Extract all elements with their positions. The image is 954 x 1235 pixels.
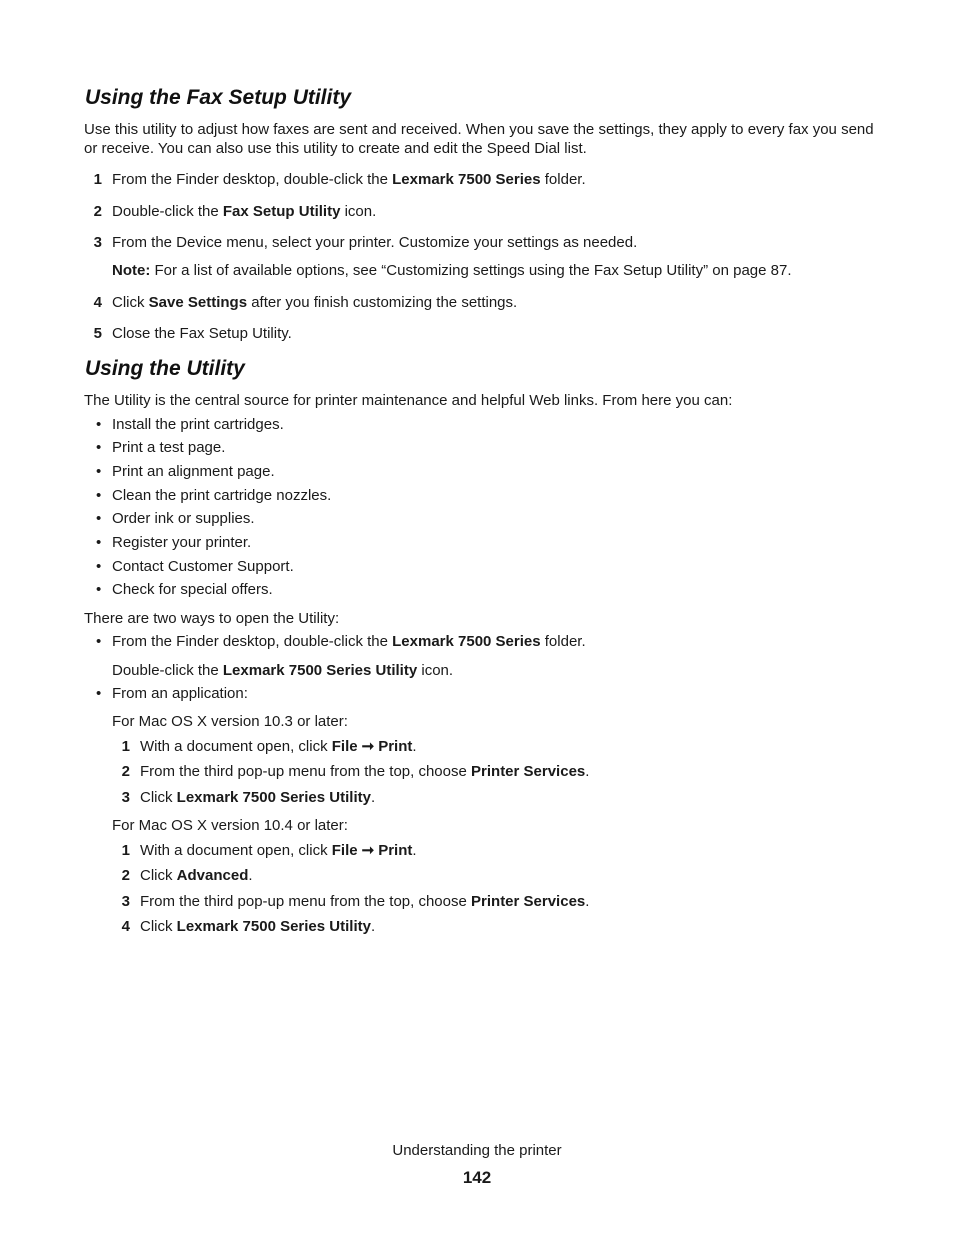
- step-number: 3: [121, 789, 130, 806]
- bullet-icon: •: [96, 534, 102, 551]
- step-text: Click Lexmark 7500 Series Utility.: [140, 789, 376, 806]
- arrow-right-icon: ➞: [361, 842, 375, 859]
- step-number: 2: [121, 763, 130, 780]
- bullet-icon: •: [96, 633, 102, 650]
- section-title-using-the-utility: Using the Utility: [85, 357, 245, 380]
- step-text: From the third pop-up menu from the top, choose Printer Services.: [140, 893, 590, 910]
- step-text: Click Advanced.: [140, 867, 253, 884]
- step-text: From the Device menu, select your printer. Customize your settings as needed.: [112, 234, 638, 251]
- list-item: Clean the print cartridge nozzles.: [112, 487, 332, 504]
- list-item: Check for special offers.: [112, 581, 273, 598]
- bullet-icon: •: [96, 581, 102, 598]
- step-text: Click Save Settings after you finish customizing the settings.: [112, 294, 518, 311]
- bullet-icon: •: [96, 463, 102, 480]
- list-item: From the Finder desktop, double-click the Lexmark 7500 Series folder.: [112, 633, 586, 650]
- ways-intro: There are two ways to open the Utility:: [84, 610, 340, 627]
- fax-utility-intro: Use this utility to adjust how faxes are sent and received. When you save the settings, they apply to every fax you send or receive. You can also use this utility to create and edit the Speed Dial list.: [84, 121, 874, 157]
- bullet-icon: •: [96, 416, 102, 433]
- step-number: 1: [93, 171, 102, 188]
- step-text: Double-click the Fax Setup Utility icon.: [112, 203, 377, 220]
- note: Note: For a list of available options, see “Customizing settings using the Fax Setup Utility” on page 87.: [112, 262, 792, 279]
- mac-10-3-label: For Mac OS X version 10.3 or later:: [112, 713, 348, 730]
- bullet-icon: •: [96, 510, 102, 527]
- list-item: From an application:: [112, 685, 248, 702]
- utility-intro: The Utility is the central source for printer maintenance and helpful Web links. From here you can:: [84, 392, 733, 409]
- footer-section-title: Understanding the printer: [392, 1142, 562, 1159]
- list-item: Install the print cartridges.: [112, 416, 284, 433]
- bullet-icon: •: [96, 439, 102, 456]
- step-number: 1: [121, 842, 130, 859]
- list-item: Contact Customer Support.: [112, 558, 294, 575]
- bullet-icon: •: [96, 685, 102, 702]
- list-item: Print a test page.: [112, 439, 226, 456]
- step-text: From the Finder desktop, double-click the Lexmark 7500 Series folder.: [112, 171, 586, 188]
- mac-10-4-label: For Mac OS X version 10.4 or later:: [112, 817, 348, 834]
- step-text: From the third pop-up menu from the top, choose Printer Services.: [140, 763, 590, 780]
- step-number: 4: [93, 294, 102, 311]
- step-number: 1: [121, 738, 130, 755]
- way1-substep: Double-click the Lexmark 7500 Series Utility icon.: [112, 662, 454, 679]
- section-title-fax-setup-utility: Using the Fax Setup Utility: [85, 86, 352, 109]
- step-text: Close the Fax Setup Utility.: [112, 325, 292, 342]
- step-number: 3: [121, 893, 130, 910]
- bullet-icon: •: [96, 487, 102, 504]
- note-label: Note:: [112, 262, 151, 279]
- list-item: Print an alignment page.: [112, 463, 275, 480]
- arrow-right-icon: ➞: [361, 738, 375, 755]
- step-text: With a document open, click File ➞ Print.: [140, 842, 417, 859]
- list-item: Register your printer.: [112, 534, 252, 551]
- page-number: 142: [462, 1168, 492, 1187]
- step-text: Click Lexmark 7500 Series Utility.: [140, 918, 376, 935]
- step-text: With a document open, click File ➞ Print.: [140, 738, 417, 755]
- step-number: 4: [121, 918, 130, 935]
- step-number: 2: [121, 867, 130, 884]
- bullet-icon: •: [96, 558, 102, 575]
- list-item: Order ink or supplies.: [112, 510, 255, 527]
- step-number: 2: [93, 203, 102, 220]
- step-number: 3: [93, 234, 102, 251]
- step-number: 5: [93, 325, 102, 342]
